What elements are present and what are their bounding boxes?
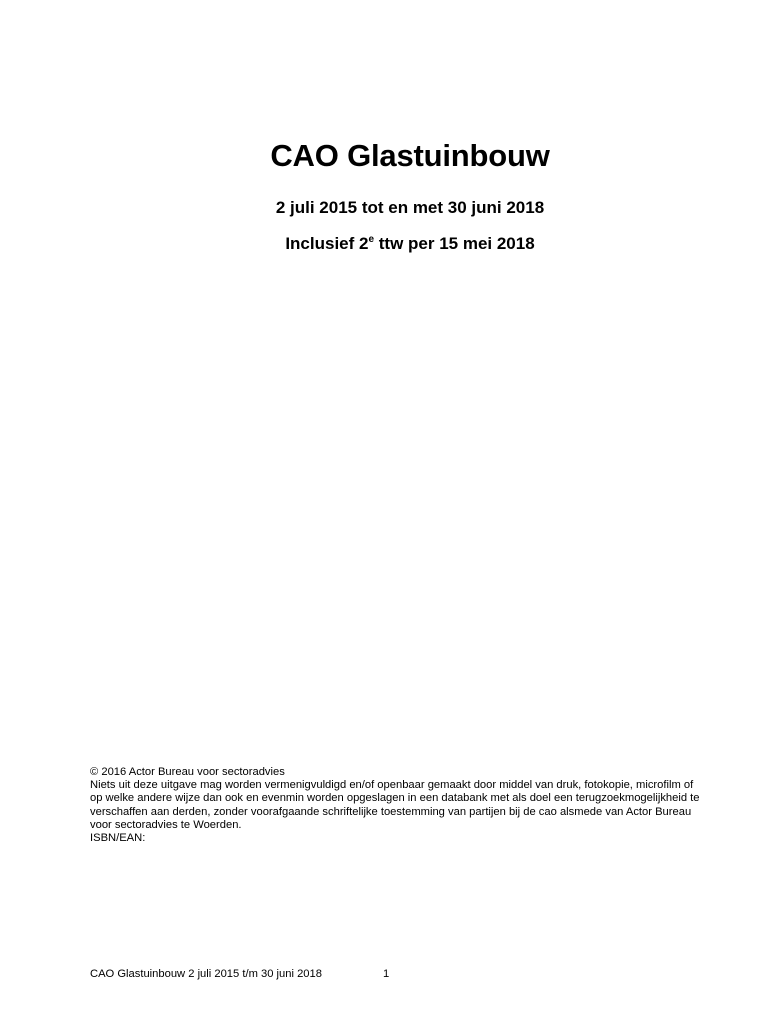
page-footer-text: CAO Glastuinbouw 2 juli 2015 t/m 30 juni 2018	[90, 968, 322, 980]
notice-line-3: verschaffen aan derden, zonder voorafgaande schriftelijke toestemming van partijen bij de cao alsmede van Actor Bureau	[90, 805, 692, 818]
inclusive-suffix: ttw per 15 mei 2018	[374, 234, 535, 253]
inclusive-prefix: Inclusief 2	[285, 234, 369, 253]
inclusive-superscript: e	[368, 234, 375, 245]
document-period: 2 juli 2015 tot en met 30 juni 2018	[275, 198, 545, 217]
page-number: 1	[383, 968, 390, 980]
document-title: CAO Glastuinbouw	[270, 138, 550, 173]
copyright-line: © 2016 Actor Bureau voor sectoradvies	[90, 766, 285, 778]
copyright-notice	[90, 766, 740, 845]
notice-line-4: voor sectoradvies te Woerden.	[90, 818, 242, 831]
notice-line-1: Niets uit deze uitgave mag worden vermenigvuldigd en/of openbaar gemaakt door middel van druk, fotokopie, microfilm of	[90, 779, 694, 792]
isbn-line: ISBN/EAN:	[90, 832, 146, 845]
document-inclusive-line	[0, 232, 770, 256]
notice-line-2: op welke andere wijze dan ook en evenmin worden opgeslagen in een databank met als doel een terugzoekmogelijkheid te	[90, 792, 700, 805]
